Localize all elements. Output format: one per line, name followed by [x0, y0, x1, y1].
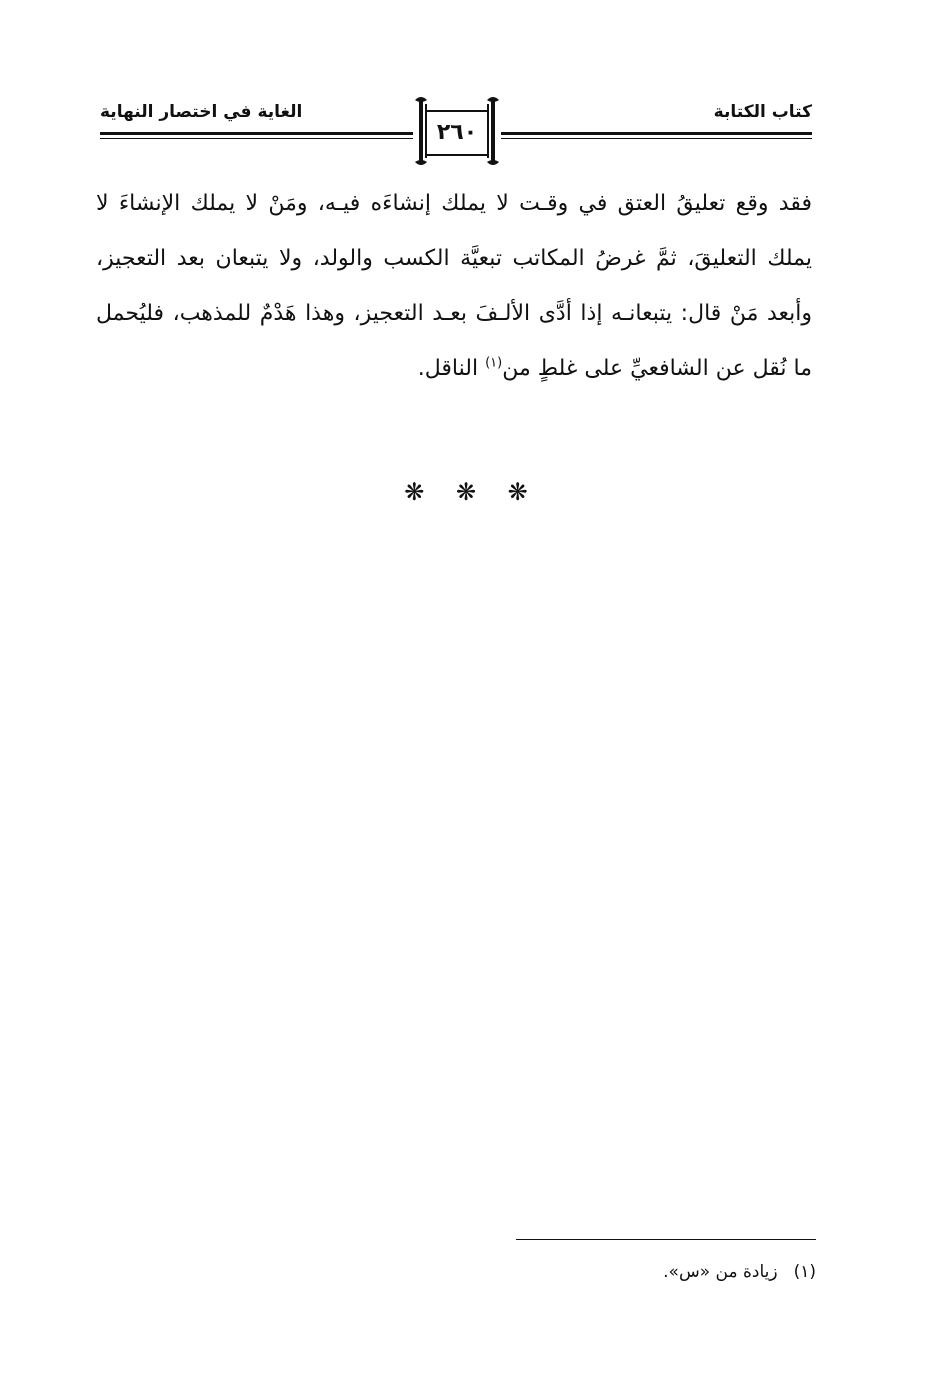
running-header — [100, 96, 812, 166]
paragraph — [96, 176, 812, 396]
footnote-marker: (١) — [793, 1262, 816, 1282]
footnote-separator — [516, 1239, 816, 1240]
page-number-frame — [413, 96, 501, 166]
text-segment: الناقل. — [417, 356, 486, 381]
footnote — [663, 1262, 816, 1282]
section-divider-asterisks: ❋ ❋ ❋ — [404, 478, 540, 506]
main-text — [96, 176, 812, 396]
text-segment: فقد وقع تعليقُ العتق في وقـت لا يملك إنشاءَه فيـه، ومَنْ لا يملك الإنشاءَ لا يملك التعليقَ، ثمَّ غرضُ المكاتب تبعيَّة الكسب والولد، ولا يتبعان بعد التعجيز، وأبعد مَنْ قال: يتبعانـه إذا أدَّى الألـفَ بعـد التعجيز، وهذا هَدْمٌ للمذهب، فليُحمل ما نُقل عن الشافعيِّ على غلطٍ من — [96, 191, 812, 381]
page-number: ٢٦٠ — [436, 120, 478, 145]
footnote-text: زيادة من «س». — [663, 1262, 778, 1282]
book-title: الغاية في اختصار النهاية — [100, 102, 303, 122]
chapter-title: كتاب الكتابة — [713, 102, 812, 122]
footnote-reference: (١) — [485, 355, 503, 371]
